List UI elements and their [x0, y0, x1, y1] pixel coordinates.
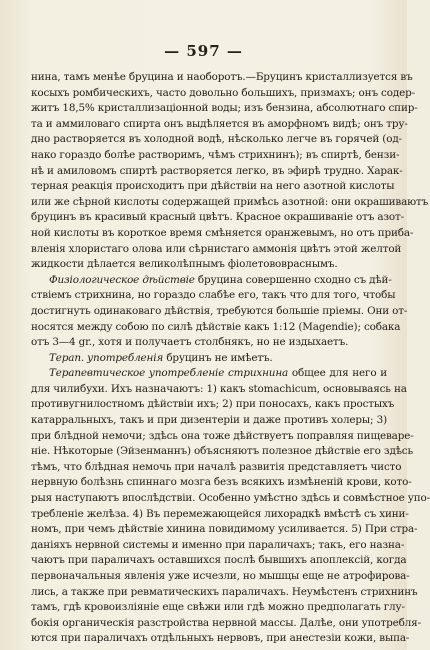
- text-line: номъ, при чемъ дѣйствіе хинина повидимому усиливается. 5) При стра-: [31, 523, 418, 536]
- text-line: первоначальныя явленія уже исчезли, но мышцы еще не атрофирова-: [31, 570, 410, 582]
- text-line: достигнуть одинаковаго дѣйствія, требуются большіе пріемы. Они от-: [31, 304, 408, 317]
- text-line: рыя наступаютъ впослѣдствіи. Особенно умѣстно здѣсь и совмѣстное упо-: [31, 492, 430, 505]
- text-line: тѣмъ, что блѣдная немочь при началѣ развитія представляетъ чисто: [31, 460, 402, 473]
- text-line: отъ 3—4 gr., хотя и получаетъ столбнякъ, но не издыхаетъ.: [31, 336, 349, 349]
- text-line: бруцинъ въ красивый красный цвѣтъ. Красное окрашиваніе отъ азот-: [31, 211, 404, 224]
- text-line: ствіемъ стрихнина, но гораздо слабѣе его, такъ что для того, чтобы: [31, 289, 396, 302]
- text-line: носятся между собою по силѣ дѣйствіе какъ 1:12 (Magendie); собака: [31, 320, 401, 333]
- text-line: терная реакція происходитъ при дѣйствіи на него азотной кислоты: [31, 180, 395, 193]
- text-line: дно растворяется въ холодной водѣ, нѣсколько легче въ горячей (од-: [31, 133, 402, 146]
- body-text: [31, 70, 430, 647]
- text-line: ются при параличахъ отдѣльныхъ нервовъ, при анестезіи кожи, выпа-: [31, 632, 410, 645]
- text-line: житъ 18,5% кристаллизаціонной воды; изъ бензина, абсолютнаго спир-: [31, 102, 418, 115]
- text-line: ной кислоты въ короткое время смѣняется оранжевымъ, но отъ приба-: [31, 226, 414, 239]
- text-line: бокія органическія разстройства нервной массы. Далѣе, они употребля-: [31, 616, 421, 629]
- text-line: нако гораздо болѣе растворимъ, чѣмъ стрихнинъ); въ спиртѣ, бензи-: [31, 148, 400, 161]
- text-line: для чилибухи. Ихъ назначаютъ: 1) какъ stomachicum, основываясь на: [31, 382, 407, 395]
- text-line: нина, тамъ менѣе бруцина и наоборотъ.—Бруцинъ кристаллизуется въ: [31, 71, 413, 83]
- text-line: нѣ и амиловомъ спиртѣ растворяется легко, въ эфирѣ трудно. Харак-: [31, 164, 403, 177]
- text-line: или же сѣрной кислоты содержащей примѣсь азотной: они окрашиваютъ: [31, 195, 429, 208]
- text-line: требленіе желѣза. 4) Въ перемежающейся лихорадкѣ вмѣстѣ съ хини-: [31, 507, 409, 520]
- text-line: Терапевтическое употребленіе стрихнина общее для него и: [49, 367, 387, 380]
- text-line: Физіологическое дѣйствіе бруцина совершенно сходно съ дѣй-: [49, 273, 392, 286]
- text-line: тамъ, гдѣ кровоизліяніе еще свѣжи или гдѣ можно предполагать глу-: [31, 601, 405, 614]
- paragraph-heading: Физіологическое дѣйствіе: [49, 273, 195, 286]
- text-line: жидкости дѣлается великолѣпнымъ фіолетововраснымъ.: [31, 258, 338, 271]
- text-line: косыхъ ромбическихъ, часто довольно большихъ, призмахъ; онъ содер-: [31, 86, 415, 99]
- paragraph-heading: Терап. употребленія: [49, 351, 164, 364]
- text-line: лись, а также при ревматическихъ параличахъ. Неумѣстенъ стрихнинъ: [31, 585, 418, 598]
- text-line: та и аммиловаго спирта онъ выдѣляется въ аморфномъ видѣ; онъ тру-: [31, 117, 408, 130]
- text-line: противугнилостномъ дѣйствіи ихъ; 2) при поносахъ, какъ простыхъ: [31, 398, 395, 411]
- text-line: при блѣдной немочи; здѣсь она тоже дѣйствуетъ поправляя пищеваре-: [31, 429, 414, 442]
- text-line: катарральныхъ, такъ и при дизентеріи и даже противъ холеры; 3): [31, 414, 387, 427]
- text-line: вленія хлористаго олова или сѣрнистаго аммонія цвѣтъ этой желтой: [31, 242, 402, 255]
- text-line: даніяхъ нервной системы и именно при параличахъ; такъ, его назна-: [31, 538, 405, 551]
- text-line: нервную болѣзнь спиннаго мозга безъ всякихъ измѣненій крови, кото-: [31, 476, 412, 489]
- text-line: Терап. употребленія бруцинъ не имѣетъ.: [49, 351, 273, 364]
- page-number: — 597 —: [164, 42, 243, 60]
- paragraph-heading: Терапевтическое употребленіе стрихнина: [49, 367, 289, 380]
- text-line: чаютъ при параличахъ оставшихся послѣ бывшихъ апоплексій, когда: [31, 554, 407, 567]
- text-line: ніе. Нѣкоторые (Эйзенманнъ) объясняютъ полезное дѣйствіе его здѣсь: [31, 445, 413, 458]
